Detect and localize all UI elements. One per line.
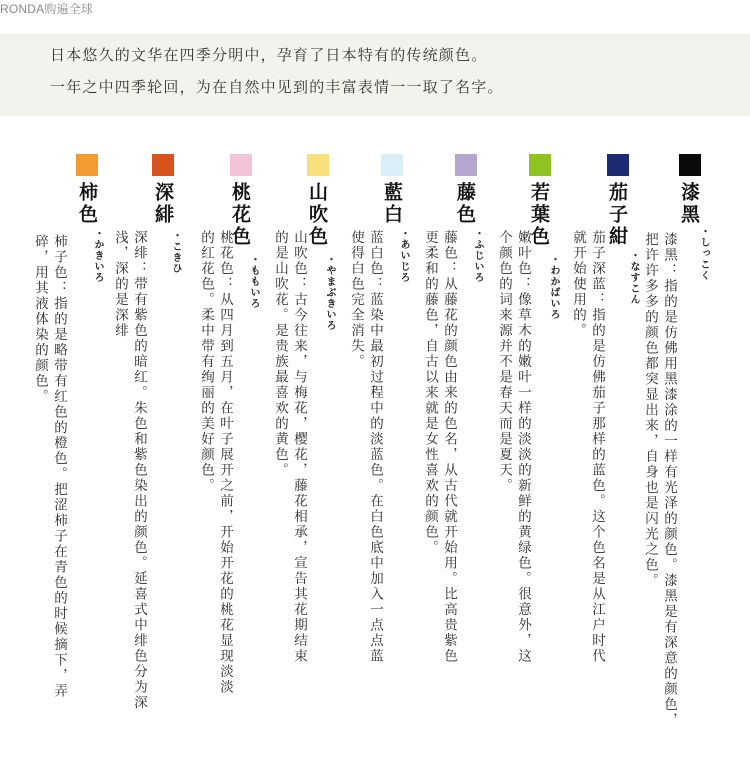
description-line: 茄子深蓝：指的是仿佛茄子那样的蓝色。这个色名是从江户时代	[589, 230, 605, 664]
description-line: 的是山吹花。是贵族最喜欢的黄色。	[272, 230, 288, 478]
description-line: 就开始使用的。	[570, 230, 586, 339]
description-line: 深绯：带有紫色的暗红。朱色和紫色染出的颜色。延喜式中绯色分为深	[131, 230, 147, 711]
color-name: 藤色	[454, 182, 476, 226]
color-column-kokihi	[112, 150, 196, 750]
description-line: 使得白色完全消失。	[348, 230, 364, 370]
color-swatch	[679, 154, 701, 176]
description-line: 把许许多多的颜色都突显出来，自身也是闪光之色。	[642, 232, 658, 589]
color-column-nasukon	[566, 150, 639, 750]
color-description	[420, 230, 458, 770]
color-name: 深緋	[152, 182, 174, 226]
color-description	[30, 234, 68, 774]
color-description	[196, 230, 234, 770]
description-line: 桃花色：从四月到五月，在叶子展开之前，开始开花的桃花显现淡淡	[217, 230, 233, 695]
color-swatch	[230, 154, 252, 176]
description-line: 更柔和的藤色，自古以来就是女性喜欢的颜色。	[422, 230, 438, 556]
color-name: 若葉色	[528, 182, 550, 248]
description-line: 浅，深的是深绯	[112, 230, 128, 339]
color-kana: ・しっこく	[698, 226, 709, 281]
color-kana: ・やまぶきいろ	[324, 254, 335, 331]
description-line: 个颜色的词来源并不是春天而是夏天。	[496, 230, 512, 494]
description-line: 的红花色。柔中带有绚丽的美好颜色。	[198, 230, 214, 494]
description-line: 嫩叶色：像草木的嫩叶一样的淡淡的新鲜的黄绿色。很意外，这	[515, 230, 531, 664]
color-kana: ・なすこん	[628, 250, 639, 305]
color-kana: ・かきいろ	[92, 228, 103, 283]
color-swatch	[381, 154, 403, 176]
color-swatch	[607, 154, 629, 176]
color-column-wakabairo	[494, 150, 560, 750]
color-name: 茄子紺	[606, 182, 628, 248]
description-line: 山吹色：古今往来，与梅花，樱花，藤花相承，宣告其花期结束	[291, 230, 307, 664]
color-name: 山吹色	[306, 182, 328, 248]
color-description	[568, 230, 606, 770]
color-swatch	[529, 154, 551, 176]
color-column-aijiro	[350, 150, 416, 750]
color-kana: ・こきひ	[170, 230, 181, 274]
description-line: 碎，用其液体染的颜色。	[32, 234, 48, 405]
color-swatch	[455, 154, 477, 176]
intro-line-2: 一年之中四季轮回，为在自然中见到的丰富表情一一取了名字。	[50, 78, 504, 96]
color-column-shikkoku	[638, 150, 709, 750]
brand-logo-text: RONDA购遍全球	[0, 2, 94, 16]
color-column-momoiro	[198, 150, 272, 750]
color-column-fujiiro	[420, 150, 486, 750]
color-name: 柿色	[76, 182, 98, 226]
color-kana: ・わかばいろ	[548, 254, 559, 320]
color-description	[640, 232, 678, 772]
color-column-yamabukiiro	[272, 150, 344, 750]
color-swatch	[152, 154, 174, 176]
color-name: 漆黑	[678, 182, 700, 226]
color-kana: ・ももいろ	[248, 254, 259, 309]
intro-line-1: 日本悠久的文华在四季分明中，孕育了日本特有的传统颜色。	[50, 46, 488, 64]
color-name: 桃花色	[229, 182, 251, 248]
intro-banner	[0, 34, 750, 116]
color-kana: ・あいじろ	[398, 228, 409, 283]
color-swatch	[307, 154, 329, 176]
color-swatch	[76, 154, 98, 176]
description-line: 蓝白色：蓝染中最初过程中的淡蓝色。在白色底中加入一点点蓝	[367, 230, 383, 664]
color-name: 藍白	[381, 182, 403, 226]
color-description	[494, 230, 532, 770]
description-line: 藤色：从藤花的颜色由来的色名，从古代就开始用。比高贵紫色	[441, 230, 457, 664]
color-description	[346, 230, 384, 770]
description-line: 柿子色：指的是略带有红色的橙色。把涩柿子在青色的时候摘下，弄	[51, 234, 67, 699]
color-kana: ・ふじいろ	[472, 228, 483, 283]
color-column-kakiiro	[32, 150, 122, 750]
description-line: 漆黑：指的是仿佛用黑漆涂的一样有光泽的颜色。漆黑是有深意的颜色，	[661, 232, 677, 728]
color-description	[270, 230, 308, 770]
